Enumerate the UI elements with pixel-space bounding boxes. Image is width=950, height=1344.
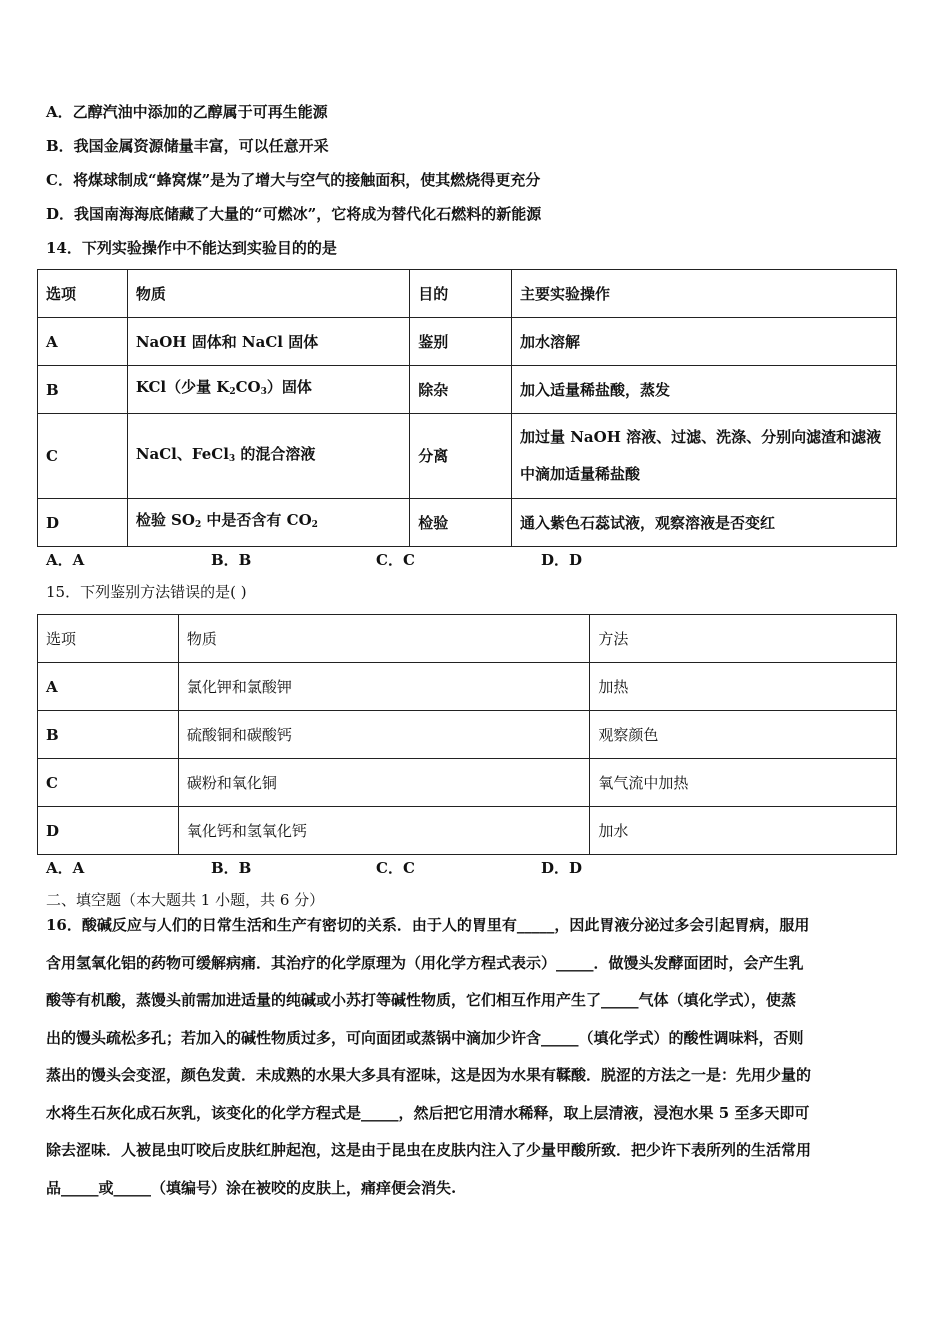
q14-cell-operation: 加入适量稀盐酸，蒸发 [511,366,896,414]
q14-cell-purpose: 分离 [410,414,512,499]
q14-header-row [38,270,897,318]
formula-text: NaCl、FeCl [135,444,229,463]
q14-answer-a: A．A [46,551,85,569]
q13-option-c: C．将煤球制成“蜂窝煤”是为了增大与空气的接触面积，使其燃烧得更充分 [46,171,541,189]
subscript: 3 [260,387,267,397]
q14-cell-option: B [38,366,128,414]
q14-cell-option: D [38,499,128,547]
subscript: 2 [311,520,318,530]
formula-text: 检验 SO [135,511,195,529]
q15-cell-option: B [38,711,179,759]
formula-text: 中是否含有 CO [201,511,312,529]
table-row [38,759,897,807]
operation-line: 加过量 NaOH 溶液、过滤、洗涤、分别向滤渣和滤液 [519,428,882,446]
q15-cell-method: 观察颜色 [590,711,897,759]
q14-answer-d: D．D [541,551,583,569]
q14-stem: 14．下列实验操作中不能达到实验目的的是 [46,239,337,257]
paragraph-line: 水将生石灰化成石灰乳，该变化的化学方程式是_____，然后把它用清水稀释，取上层清液，浸泡水果 5 至多天即可 [46,1103,810,1122]
q14-cell-option: C [38,414,128,499]
q14-answer-b: B．B [211,551,252,569]
q14-header-substance: 物质 [127,270,409,318]
q15-stem: 15．下列鉴别方法错误的是( ) [46,583,247,601]
q14-table [37,269,897,547]
q15-header-option: 选项 [38,615,179,663]
q15-header-method: 方法 [590,615,897,663]
q14-cell-substance [127,414,409,499]
q15-cell-substance: 碳粉和氧化铜 [178,759,590,807]
paragraph-line: 蒸出的馒头会变涩，颜色发黄．未成熟的水果大多具有涩味，这是因为水果有鞣酸．脱涩的方法之一是：先用少量的 [46,1066,812,1084]
q14-cell-purpose: 检验 [410,499,512,547]
q15-answer-b: B．B [211,859,252,877]
paragraph-line: 含用氢氧化铝的药物可缓解病痛．其治疗的化学原理为（用化学方程式表示）_____．做馒头发酵面团时，会产生乳 [46,953,804,972]
q14-cell-substance [127,366,409,414]
q14-header-option: 选项 [38,270,128,318]
q14-cell-operation: 通入紫色石蕊试液，观察溶液是否变红 [511,499,896,547]
table-row [38,807,897,855]
table-row [38,366,897,414]
table-row [38,711,897,759]
subscript: 2 [194,520,202,530]
q14-answer-options [46,549,582,570]
paragraph-line: 酸等有机酸，蒸馒头前需加进适量的纯碱或小苏打等碱性物质，它们相互作用产生了_____气体（填化学式），使蒸 [46,991,797,1009]
formula-text: KCl（少量 K [135,378,230,396]
q14-cell-substance [127,499,409,547]
table-row [38,663,897,711]
formula-text: CO [235,378,261,396]
q14-cell-option: A [38,318,128,366]
table-row [38,499,897,547]
q15-header-row [38,615,897,663]
q15-answer-a: A．A [46,859,85,877]
q15-cell-option: C [38,759,179,807]
q15-header-substance: 物质 [178,615,590,663]
q14-cell-operation [511,414,896,499]
q14-cell-substance: NaOH 固体和 NaCl 固体 [127,318,409,366]
formula-text: ）固体 [266,378,312,396]
q15-answer-d: D．D [541,859,583,877]
section-title: 二、填空题（本大题共 1 小题，共 6 分） [46,891,325,909]
q13-option-d: D．我国南海海底储藏了大量的“可燃冰”，它将成为替代化石燃料的新能源 [46,205,542,223]
q15-cell-substance: 硫酸铜和碳酸钙 [178,711,590,759]
q13-option-b: B．我国金属资源储量丰富，可以任意开采 [46,137,329,155]
q14-answer-c: C．C [376,551,415,569]
q14-cell-purpose: 鉴别 [410,318,512,366]
q15-cell-method: 氧气流中加热 [590,759,897,807]
q15-cell-substance: 氧化钙和氢氧化钙 [178,807,590,855]
q14-header-purpose: 目的 [410,270,512,318]
q15-cell-substance: 氯化钾和氯酸钾 [178,663,590,711]
q14-header-operation: 主要实验操作 [511,270,896,318]
paragraph-line: 出的馒头疏松多孔；若加入的碱性物质过多，可向面团或蒸锅中滴加少许含_____（填化学式）的酸性调味料，否则 [46,1028,804,1047]
q15-cell-method: 加水 [590,807,897,855]
q15-table [37,614,897,855]
formula-text: 的混合溶液 [235,444,316,463]
paragraph-line: 16．酸碱反应与人们的日常生活和生产有密切的关系．由于人的胃里有_____，因此胃液分泌过多会引起胃病，服用 [46,916,810,934]
table-row [38,318,897,366]
subscript: 3 [228,453,236,464]
paragraph-line: 除去涩味．人被昆虫叮咬后皮肤红肿起泡，这是由于昆虫在皮肤内注入了少量甲酸所致．把少许下表所列的生活常用 [46,1141,812,1159]
q15-cell-option: D [38,807,179,855]
q15-cell-method: 加热 [590,663,897,711]
q14-cell-operation: 加水溶解 [511,318,896,366]
q16-paragraph [46,907,906,1207]
subscript: 2 [229,387,236,397]
q15-answer-options [46,857,582,878]
table-row [38,414,897,499]
q15-cell-option: A [38,663,179,711]
q13-option-a: A．乙醇汽油中添加的乙醇属于可再生能源 [46,103,328,121]
paragraph-line: 品_____或_____（填编号）涂在被咬的皮肤上，痛痒便会消失. [46,1178,457,1197]
q14-cell-purpose: 除杂 [410,366,512,414]
operation-line: 中滴加适量稀盐酸 [519,465,640,483]
q15-answer-c: C．C [376,859,415,877]
